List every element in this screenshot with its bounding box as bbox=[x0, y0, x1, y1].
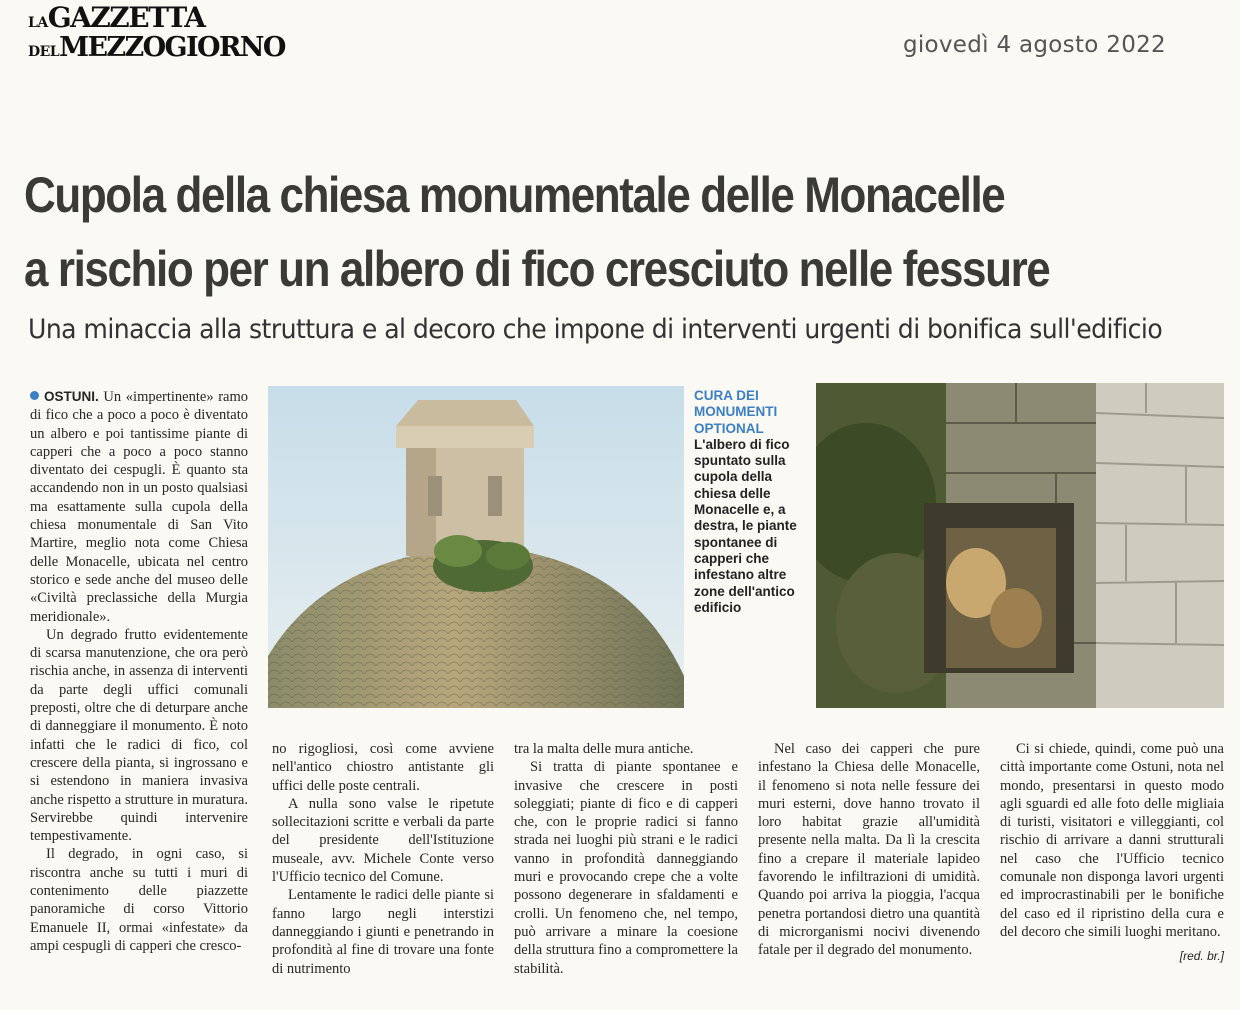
article-paragraph: Un degrado frutto evidentemente di scarsa manutenzione, che ora però rischia anche, in assenza di interventi da parte degli uffici comunali preposti, oltre che di deturpare anche di danneggiare il monumento. È noto infatti che le radici di fico, col crescere della pianta, si ingrossano e si estendono in maniera invasiva anche rispetto a strutture in muratura. Servirebbe quindi intervenire tempestivamente. bbox=[30, 626, 248, 845]
article-paragraph: Nel caso dei capperi che pure infestano la Chiesa delle Monacelle, il fenomeno si nota nelle fessure dei muri esterni, dove hanno trovato il loro habitat grazie all'umidità presente nella malta. Da lì la crescita fino a crepare il materiale lapideo favorendo le infiltrazioni di umidità. Quando poi arriva la pioggia, l'acqua penetra portandosi dietro una quantità di microrganismi nocivi divenendo fatale per il degrado del monumento. bbox=[758, 741, 980, 959]
author-signature: [red. br.] bbox=[1179, 949, 1224, 964]
photo-caption bbox=[694, 388, 810, 616]
headline-line-2: a rischio per un albero di fico cresciuto nelle fessure bbox=[24, 241, 1050, 297]
article-paragraph: A nulla sono valse le ripetute sollecitazioni scritte e verbali da parte del presidente dell'Istituzione museale, avv. Michele Conte verso l'Ufficio tecnico del Comune. bbox=[272, 795, 494, 886]
issue-date: giovedì 4 agosto 2022 bbox=[902, 32, 1166, 58]
article-paragraph: Si tratta di piante spontanee e invasive che crescere in posti soleggiati; piante di fico e di capperi che, con le proprie radici si fanno strada nei luoghi più strani e le radici vanno in profondità danneggiando muri e provocando crepe che a volte possono degenerare in sfaldamenti e crolli. Un fenomeno che, nel tempo, può arrivare a minare la coesione della struttura fino a compromettere la stabilità. bbox=[514, 759, 738, 977]
headline bbox=[24, 158, 1080, 306]
article-column-1 bbox=[30, 388, 248, 955]
newspaper-logo bbox=[28, 1, 285, 63]
article-paragraph: no rigogliosi, così come avviene nell'antico chiostro antistante gli uffici delle poste centrali. bbox=[272, 741, 494, 794]
subheadline: Una minaccia alla struttura e al decoro che impone di interventi urgenti di bonifica sull'edificio bbox=[28, 314, 1163, 345]
headline-line-1: Cupola della chiesa monumentale delle Monacelle bbox=[24, 167, 1005, 223]
caption-kicker: CURA DEI MONUMENTI OPTIONAL bbox=[694, 388, 778, 436]
logo-la: LA bbox=[28, 15, 48, 31]
article-paragraph: Ci si chiede, quindi, come può una città importante come Ostuni, nota nel mondo, presentarsi in questo modo agli sguardi ed alle foto delle migliaia di turisti, visitatori e villeggianti, col rischio di arrivare a danni strutturali nel caso che l'Ufficio tecnico comunale non disponga lavori urgenti ed improcrastinabili per le bonifiche del caso ed il ripristino della cura e del decoro che simili luoghi meritano. bbox=[1000, 741, 1224, 940]
article-column-3 bbox=[514, 740, 738, 978]
dome-photo bbox=[268, 386, 684, 708]
article-column-2 bbox=[272, 740, 494, 978]
article-column-4 bbox=[758, 740, 980, 960]
article-paragraph bbox=[30, 388, 248, 626]
logo-gazzetta: GAZZETTA bbox=[47, 1, 205, 34]
article-column-5 bbox=[1000, 740, 1224, 966]
bullet-dot-icon bbox=[30, 391, 39, 400]
logo-mezzogiorno: MEZZOGIORNO bbox=[59, 32, 285, 63]
paragraph-text: Un «impertinente» ramo di fico che a poco a poco è diventato un albero e poi tantissime piante di capperi che a poco a poco stanno diventato dei cespugli. È quanto sta accandendo non in un posto qualsiasi ma esattamente sulla cupola della chiesa monumentale di San Vito Martire, meglio nota come Chiesa delle Monacelle, ubicata nel centro storico e sede anche del museo delle «Civiltà preclassiche della Murgia meridionale». bbox=[30, 389, 249, 625]
logo-del: DEL bbox=[28, 44, 60, 60]
article-paragraph: Il degrado, in ogni caso, si riscontra anche su tutti i muri di contenimento delle piazzette panoramiche di corso Vittorio Emanuele II, ormai «infestate» da ampi cespugli di capperi che cresco- bbox=[30, 846, 248, 954]
caption-text: L'albero di fico spuntato sulla cupola della chiesa delle Monacelle e, a destra, le piante spontanee di capperi che infestano altre zone dell'antico edificio bbox=[694, 436, 797, 615]
dateline-place: OSTUNI. bbox=[44, 389, 99, 404]
article-paragraph: Lentamente le radici delle piante si fanno largo negli interstizi danneggiando i giunti e penetrando in profondità al fine di trovare una fonte di nutrimento bbox=[272, 887, 494, 977]
wall-photo bbox=[816, 383, 1224, 708]
article-paragraph: tra la malta delle mura antiche. bbox=[514, 741, 694, 757]
